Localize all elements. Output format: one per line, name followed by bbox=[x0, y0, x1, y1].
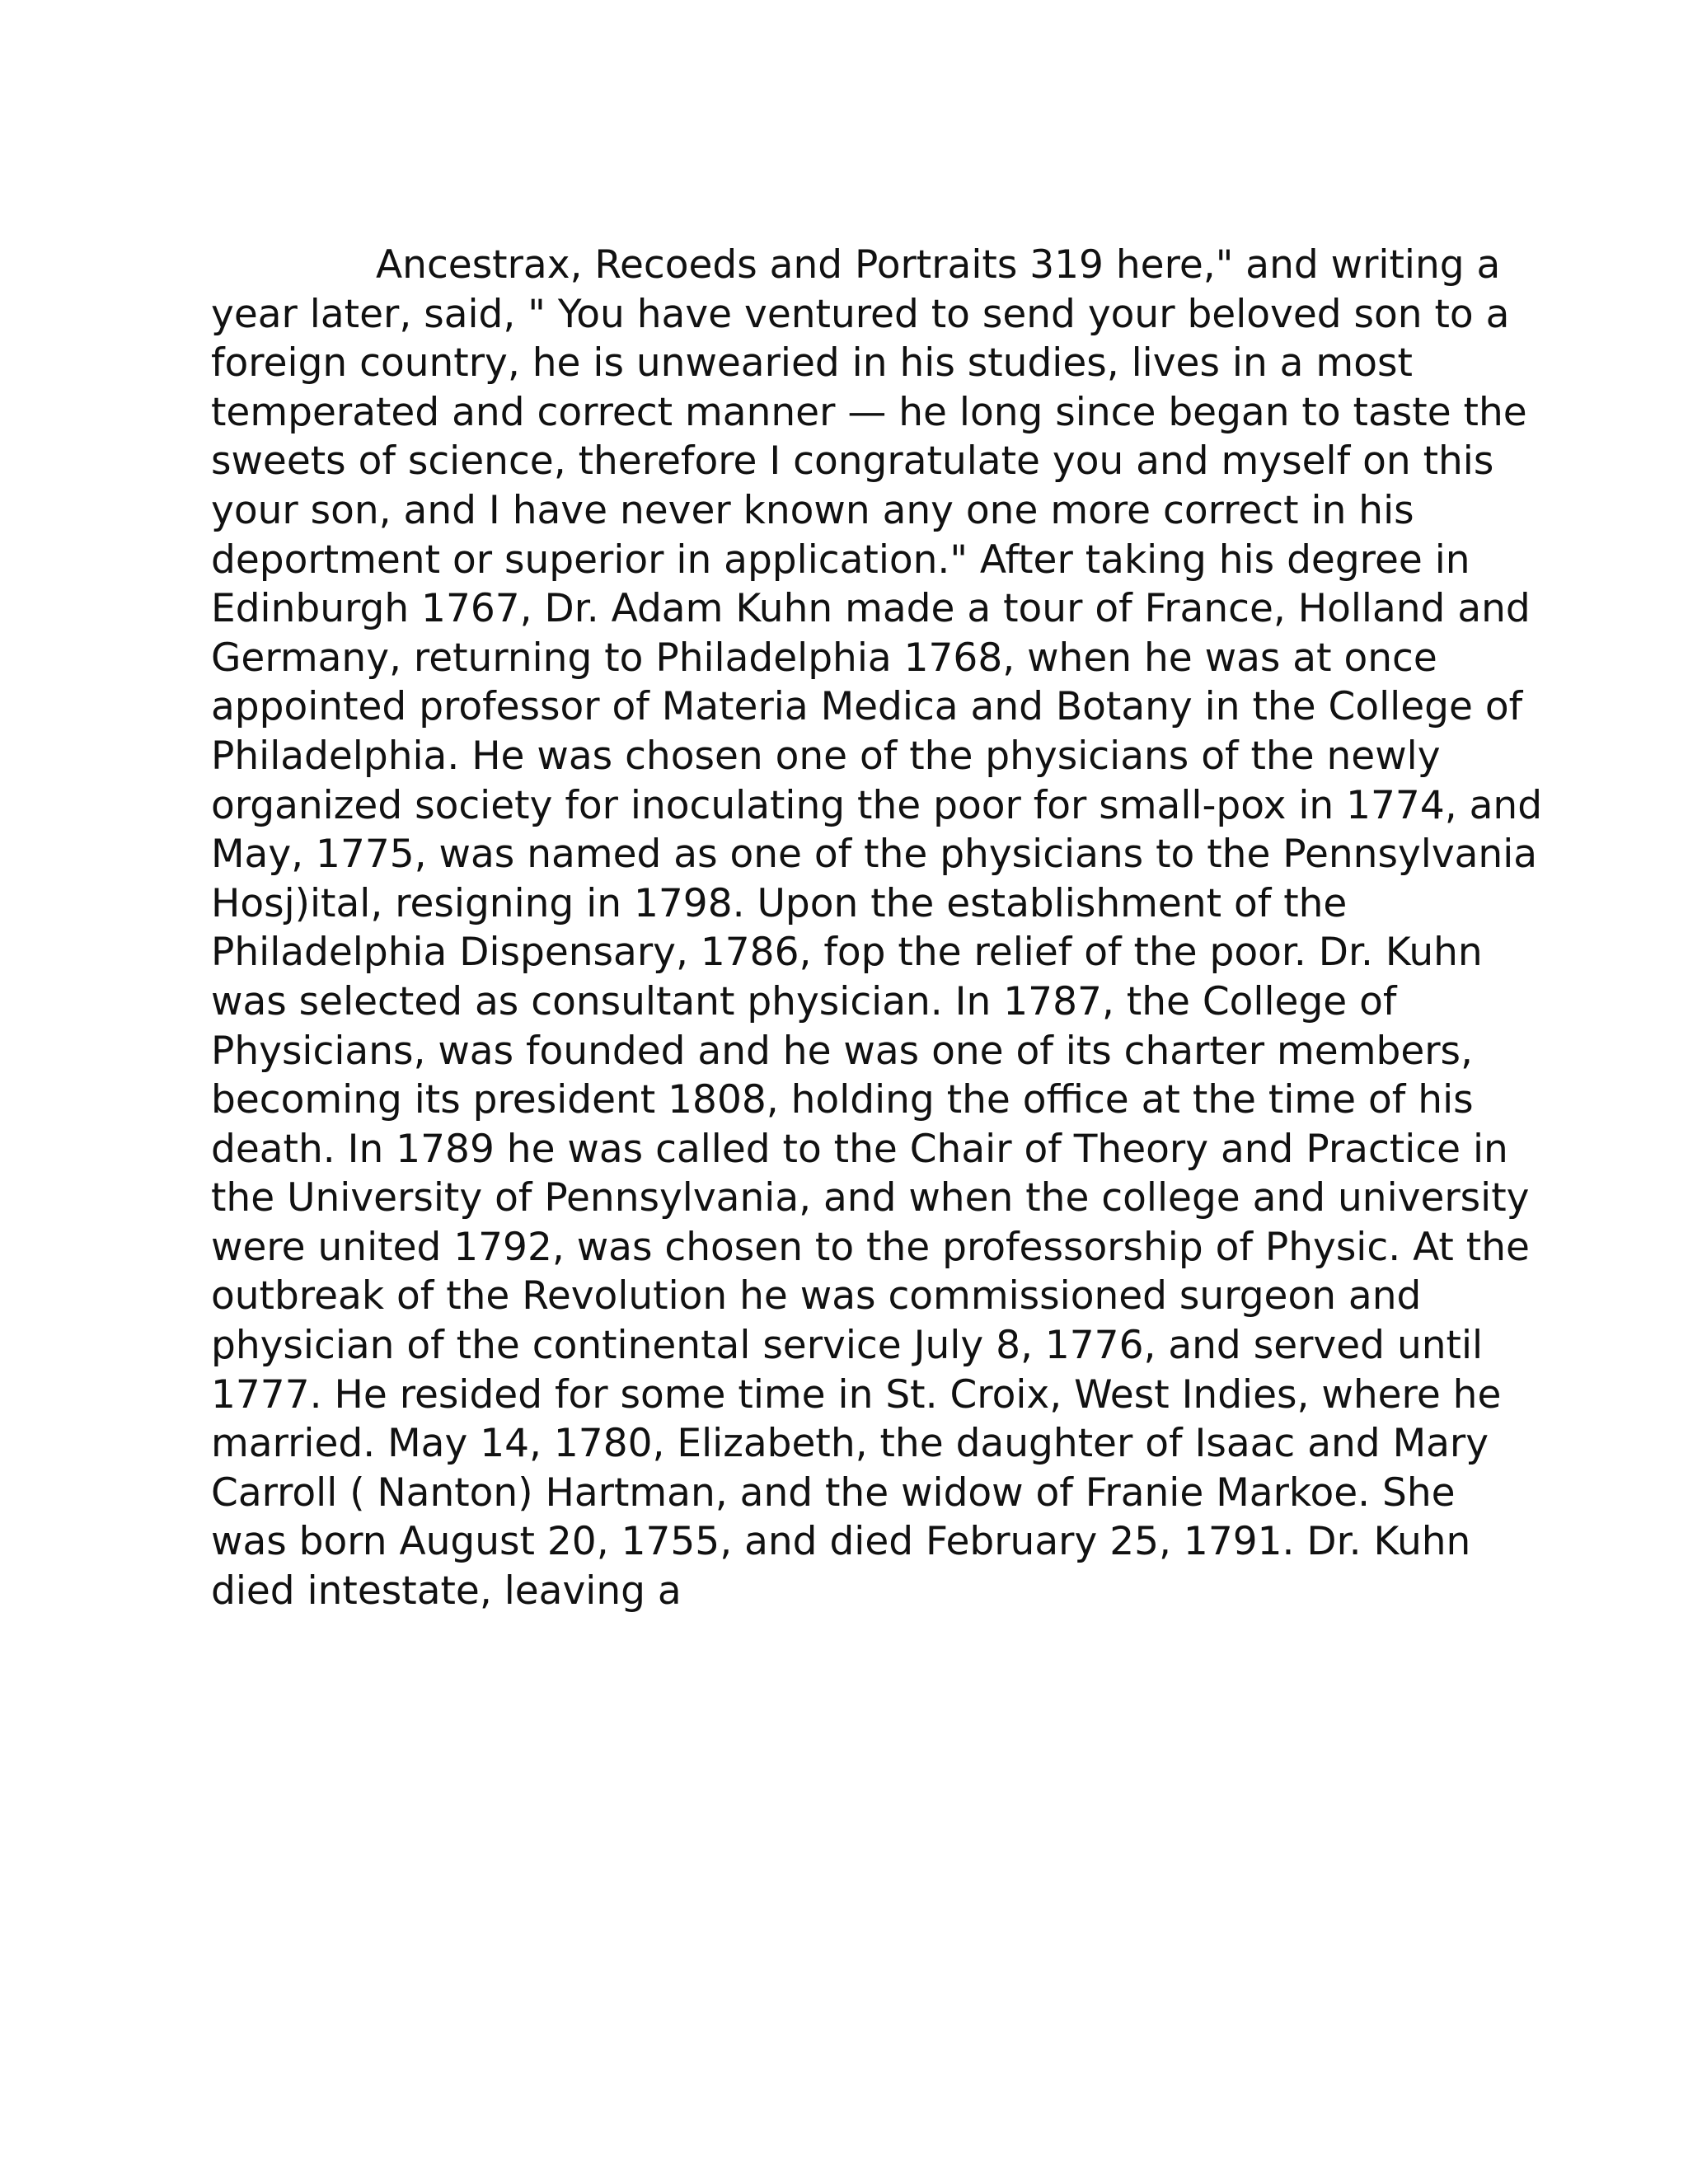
body-text bbox=[211, 241, 1543, 1616]
text-line: were united 1792, was chosen to the professorship of Physic. At the bbox=[211, 1224, 1530, 1270]
text-line: appointed professor of Materia Medica and Botany in the College of bbox=[211, 684, 1523, 730]
text-line: becoming its president 1808, holding the office at the time of his bbox=[211, 1077, 1474, 1123]
text-line: died intestate, leaving a bbox=[211, 1568, 682, 1615]
text-line: Carroll ( Nanton) Hartman, and the widow of Franie Markoe. She bbox=[211, 1469, 1456, 1516]
text-line: Hosj)ital, resigning in 1798. Upon the establishment of the bbox=[211, 880, 1348, 926]
text-line: your son, and I have never known any one more correct in his bbox=[211, 487, 1414, 533]
text-line: Edinburgh 1767, Dr. Adam Kuhn made a tour of France, Holland and bbox=[211, 586, 1531, 632]
text-line: temperated and correct manner — he long since began to taste the bbox=[211, 389, 1527, 435]
text-line: foreign country, he is unwearied in his studies, lives in a most bbox=[211, 340, 1413, 387]
text-line: sweets of science, therefore I congratulate you and myself on this bbox=[211, 438, 1494, 485]
text-line: outbreak of the Revolution he was commissioned surgeon and bbox=[211, 1273, 1422, 1319]
text-line: May, 1775, was named as one of the physicians to the Pennsylvania bbox=[211, 832, 1538, 878]
text-line: the University of Pennsylvania, and when the college and university bbox=[211, 1175, 1530, 1221]
text-line: year later, said, " You have ventured to send your beloved son to a bbox=[211, 291, 1510, 337]
text-line: Physicians, was founded and he was one of its charter members, bbox=[211, 1028, 1473, 1074]
text-line: organized society for inoculating the poor for small-pox in 1774, and bbox=[211, 782, 1543, 828]
text-line: death. In 1789 he was called to the Chair of Theory and Practice in bbox=[211, 1126, 1508, 1172]
text-line: Germany, returning to Philadelphia 1768, when he was at once bbox=[211, 635, 1437, 681]
text-line: married. May 14, 1780, Elizabeth, the daughter of Isaac and Mary bbox=[211, 1421, 1489, 1467]
text-line: was selected as consultant physician. In 1787, the College of bbox=[211, 978, 1397, 1024]
text-line: Philadelphia Dispensary, 1786, fop the relief of the poor. Dr. Kuhn bbox=[211, 930, 1483, 976]
text-line: 1777. He resided for some time in St. Croix, West Indies, where he bbox=[211, 1371, 1502, 1418]
text-line: was born August 20, 1755, and died February 25, 1791. Dr. Kuhn bbox=[211, 1519, 1471, 1565]
text-line: deportment or superior in application." After taking his degree in bbox=[211, 537, 1470, 583]
text-line: Ancestrax, Recoeds and Portraits 319 here," and writing a bbox=[376, 242, 1501, 288]
text-line: physician of the continental service July 8, 1776, and served until bbox=[211, 1323, 1484, 1369]
text-line: Philadelphia. He was chosen one of the physicians of the newly bbox=[211, 733, 1441, 779]
